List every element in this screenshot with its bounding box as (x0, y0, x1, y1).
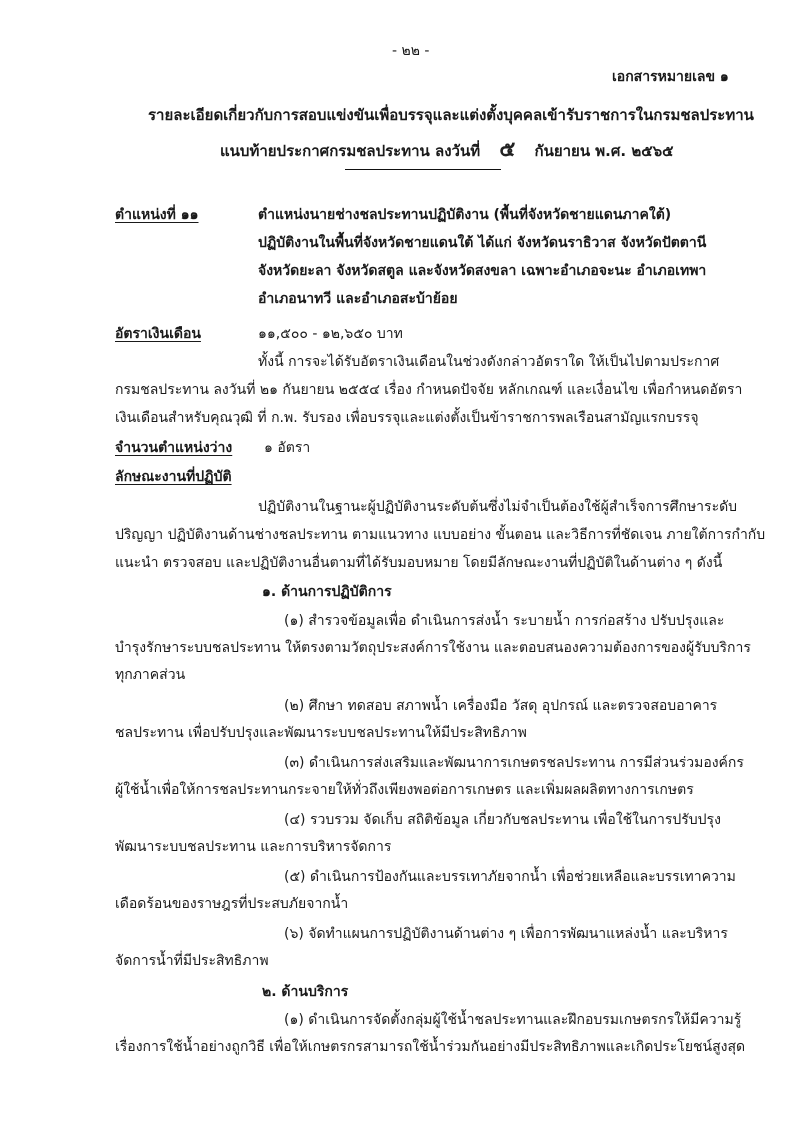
section-1-item-line: เดือดร้อนของราษฎรที่ประสบภัยจากน้ำ (115, 896, 349, 912)
document-title-line-1: รายละเอียดเกี่ยวกับการสอบแข่งขันเพื่อบรรจุและแต่งตั้งบุคคลเข้ารับราชการในกรมชลประทาน (148, 106, 754, 124)
title-date-month-year: กันยายน พ.ศ. ๒๕๖๕ (534, 142, 674, 160)
section-1-item-line: จัดการน้ำที่มีประสิทธิภาพ (115, 953, 269, 969)
section-2-item-line: เรื่องการใช้น้ำอย่างถูกวิธี เพื่อให้เกษตรกรสามารถใช้น้ำร่วมกันอย่างมีประสิทธิภาพและเกิดประโยชน์สูงสุด (115, 1039, 746, 1055)
section-1-item-line: (๖) จัดทำแผนการปฏิบัติงานด้านต่าง ๆ เพื่อการพัฒนาแหล่งน้ำ และบริหาร (284, 926, 728, 942)
job-nature-line: ปริญญา ปฏิบัติงานด้านช่างชลประทาน ตามแนวทาง แบบอย่าง ขั้นตอน และวิธีการที่ชัดเจน ภายใต้การกำกับ (115, 527, 766, 543)
job-nature-label: ลักษณะงานที่ปฏิบัติ (115, 469, 232, 485)
position-line: ปฏิบัติงานในพื้นที่จังหวัดชายแดนใต้ ได้แก่ จังหวัดนราธิวาส จังหวัดปัตตานี (258, 235, 707, 251)
section-1-item-line: พัฒนาระบบชลประทาน และการบริหารจัดการ (115, 839, 392, 855)
vacancy-value: ๑ อัตรา (264, 440, 311, 456)
title-date-day: ๕ (499, 136, 516, 161)
job-nature-line: ปฏิบัติงานในฐานะผู้ปฏิบัติงานระดับต้นซึ่งไม่จำเป็นต้องใช้ผู้สำเร็จการศึกษาระดับ (258, 499, 738, 515)
section-2-heading: ๒. ด้านบริการ (262, 984, 349, 1000)
section-1-item-line: บำรุงรักษาระบบชลประทาน ให้ตรงตามวัตถุประสงค์การใช้งาน และตอบสนองความต้องการของผู้รับบริการ (115, 640, 751, 656)
section-1-item-line: (๑) สำรวจข้อมูลเพื่อ ดำเนินการส่งน้ำ ระบายน้ำ การก่อสร้าง ปรับปรุงและ (284, 613, 725, 629)
section-2-item-line: (๑) ดำเนินการจัดตั้งกลุ่มผู้ใช้น้ำชลประทานและฝึกอบรมเกษตรกรให้มีความรู้ (284, 1012, 742, 1028)
section-1-item-line: ผู้ใช้น้ำเพื่อให้การชลประทานกระจายให้ทั่วถึงเพียงพอต่อการเกษตร และเพิ่มผลผลิตทางการเกษตร (115, 782, 694, 798)
document-title-line-2 (220, 133, 673, 166)
salary-note-line: ทั้งนี้ การจะได้รับอัตราเงินเดือนในช่วงดังกล่าวอัตราใด ให้เป็นไปตามประกาศ (258, 354, 720, 370)
page-number: - ๒๒ - (392, 43, 430, 59)
title-date-prefix: แนบท้ายประกาศกรมชลประทาน ลงวันที่ (220, 142, 481, 160)
section-1-item-line: (๔) รวบรวม จัดเก็บ สถิติข้อมูล เกี่ยวกับชลประทาน เพื่อใช้ในการปรับปรุง (284, 812, 721, 828)
salary-value: ๑๑,๕๐๐ - ๑๒,๖๕๐ บาท (258, 326, 403, 342)
section-1-item-line: ชลประทาน เพื่อปรับปรุงและพัฒนาระบบชลประทานให้มีประสิทธิภาพ (115, 725, 527, 741)
job-nature-line: แนะนำ ตรวจสอบ และปฏิบัติงานอื่นตามที่ได้รับมอบหมาย โดยมีลักษณะงานที่ปฏิบัติในด้านต่าง ๆ ดังนี้ (115, 555, 723, 571)
section-1-item-line: (๒) ศึกษา ทดสอบ สภาพน้ำ เครื่องมือ วัสดุ อุปกรณ์ และตรวจสอบอาคาร (284, 698, 718, 714)
position-line: ตำแหน่งนายช่างชลประทานปฏิบัติงาน (พื้นที่จังหวัดชายแดนภาคใต้) (258, 207, 672, 223)
salary-label: อัตราเงินเดือน (115, 326, 201, 342)
vacancy-label: จำนวนตำแหน่งว่าง (115, 440, 233, 456)
title-divider (345, 169, 501, 170)
section-1-item-line: (๓) ดำเนินการส่งเสริมและพัฒนาการเกษตรชลประทาน การมีส่วนร่วมองค์กร (284, 755, 744, 771)
salary-note-line: เงินเดือนสำหรับคุณวุฒิ ที่ ก.พ. รับรอง เพื่อบรรจุและแต่งตั้งเป็นข้าราชการพลเรือนสามัญแรกบรรจุ (115, 410, 699, 426)
position-line: อำเภอนาทวี และอำเภอสะบ้าย้อย (258, 291, 458, 307)
section-1-item-line: (๕) ดำเนินการป้องกันและบรรเทาภัยจากน้ำ เพื่อช่วยเหลือและบรรเทาความ (284, 869, 736, 885)
section-1-item-line: ทุกภาคส่วน (115, 667, 186, 683)
document-reference: เอกสารหมายเลข ๑ (612, 69, 729, 85)
position-line: จังหวัดยะลา จังหวัดสตูล และจังหวัดสงขลา เฉพาะอำเภอจะนะ อำเภอเทพา (258, 263, 707, 279)
position-label: ตำแหน่งที่ ๑๑ (115, 207, 199, 223)
salary-note-line: กรมชลประทาน ลงวันที่ ๒๑ กันยายน ๒๕๕๔ เรื่อง กำหนดปัจจัย หลักเกณฑ์ และเงื่อนไข เพื่อกำหนดอัตรา (115, 382, 743, 398)
section-1-heading: ๑. ด้านการปฏิบัติการ (262, 584, 392, 600)
